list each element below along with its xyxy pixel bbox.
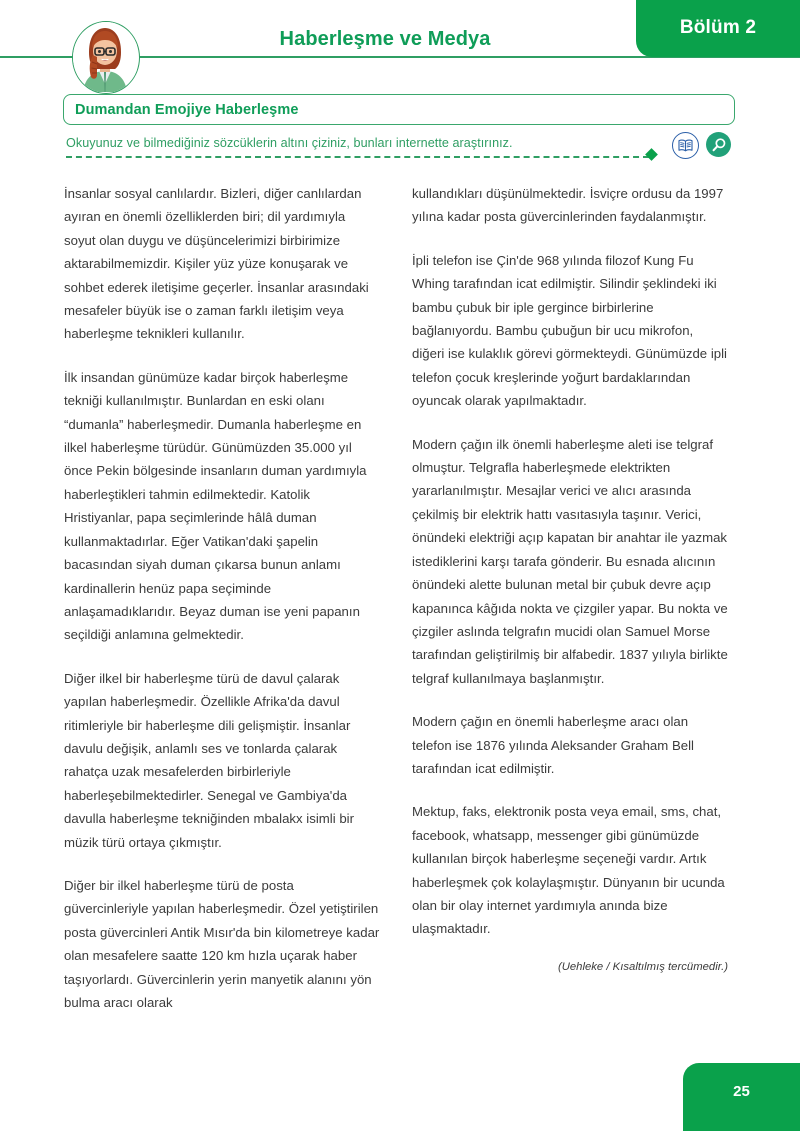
page-number-tab [683, 1063, 800, 1131]
paragraph: Modern çağın en önemli haberleşme aracı olan telefon ise 1876 yılında Aleksander Graham Bell tarafından icat edilmiştir. [412, 714, 694, 776]
page-number: 25 [733, 1083, 750, 1100]
page-header [0, 0, 800, 92]
section-title-box [63, 94, 735, 125]
paragraph: kullandıkları düşünülmektedir. İsviçre ordusu da 1997 yılına kadar posta güvercinlerinden faydalanmıştır. [412, 186, 724, 225]
page-title: Haberleşme ve Medya [279, 28, 491, 50]
paragraph: Mektup, faks, elektronik posta veya email, sms, chat, facebook, whatsapp, messenger gibi günümüzde kullanılan birçok haberleşme seçeneği vardır. Artık haberleşmek çok kolaylaşmıştır. Dünyanın bir ucunda olan bir olay internet yardımıyla anında bize ulaşmaktadır. [412, 804, 725, 937]
paragraph: İnsanlar sosyal canlılardır. Bizleri, diğer canlılardan ayıran en önemli özelliklerden biri; dil yardımıyla soyut olan duygu ve düşüncelerimizi birbirimize aktarabilmemizdir. Kişiler yüz yüze konuşarak ve sohbet ederek iletişime geçerler. İnsanlar arasındaki mesafeler büyük ise o zaman farklı iletişim veya haberleşme teknikleri kullanılır. [64, 186, 369, 342]
section-title: Dumandan Emojiye Haberleşme [75, 101, 299, 118]
instruction-row [66, 136, 738, 166]
magnifier-search-icon[interactable] [706, 132, 731, 157]
paragraph: İpli telefon ise Çin'de 968 yılında filozof Kung Fu Whing tarafından icat edilmiştir. Silindir şeklindeki iki bambu çubuk bir iple gergince birbirlerine bağlanıyordu. Bambu çubuğun bir ucu mikrofon, diğeri ise kulaklık görevi görmekteydi. Günümüzde ipli telefon çocuk kreşlerinde yoğurt bardaklarından oyuncak olarak yapılmaktadır. [412, 252, 727, 409]
paragraph: Modern çağın ilk önemli haberleşme aleti ise telgraf olmuştur. Telgrafla haberleşmede elektrikten yararlanılmıştır. Mesajlar verici ve alıcı arasında çekilmiş bir elektrik hattı vasıtasıyla taşınır. Verici, önündeki elektriği açıp kapatan bir anahtar ile yazmak istediklerini karşı tarafa gönderir. Bu esnada alıcının önündeki alette bulunan metal bir çubuk devre açıp kapanınca kâğıda nokta ve çizgiler yapar. Bu nokta ve çizgiler aslında telgrafın mucidi olan Samuel Morse tarafından geliştirilmiş bir alfabedir. 1837 yılıyla birlikte telgraf kullanılmaya başlanmıştır. [412, 436, 728, 686]
paragraph: Diğer bir ilkel haberleşme türü de posta güvercinleriyle yapılan haberleşmedir. Özel yetiştirilen posta güvercinleri Antik Mısır'da bin kilometreye kadar olan mesafelere saatte 120 km hızla uçarak haber taşıyorlardı. Güvercinlerin yerin manyetik alanını yön bulma aracı olarak [64, 877, 380, 1010]
instruction-dashed-rule [66, 156, 649, 158]
instruction-text: Okuyunuz ve bilmediğiniz sözcüklerin altını çiziniz, bunları internette araştırınız. [66, 136, 513, 150]
paragraph: Diğer ilkel bir haberleşme türü de davul çalarak yapılan haberleşmedir. Özellikle Afrika'da davul ritimleriyle bir haberleşme dili gelişmiştir. İnsanlar davulu değişik, anlamlı ses ve tonlarda çalarak rahatça uzak mesafelerden birbirleriyle haberleşebilmektedirler. Senegal ve Gambiya'da davulla haberleşme tekniğinden mbalakx isimli bir müzik türü ortaya çıkmıştır. [64, 670, 355, 850]
chapter-tab [636, 0, 800, 57]
paragraph: İlk insandan günümüze kadar birçok haberleşme tekniği kullanılmıştır. Bunlardan en eski olanı “dumanla” haberleşmedir. Dumanla haberleşme en ilkel haberleşme türüdür. Günümüzden 35.000 yıl önce Pekin bölgesinde insanların duman yardımıyla haberleştikleri tahmin edilmektedir. Katolik Hristiyanlar, papa seçimlerinde hâlâ duman kullanmaktadırlar. Eğer Vatikan'daki şapelin bacasından siyah duman çıkarsa bunun anlamı kardinallerin henüz papa seçiminde anlaşamadıklarıdır. Beyaz duman ise yeni papanın seçildiği anlamına gelmektedir. [64, 369, 367, 643]
left-column [64, 182, 380, 1034]
student-avatar-icon [72, 21, 140, 94]
dictionary-book-icon[interactable] [672, 132, 699, 159]
chapter-label: Bölüm 2 [679, 17, 757, 38]
dashed-rule-diamond-marker [645, 148, 658, 161]
right-column [412, 182, 728, 973]
source-attribution: (Uehleke / Kısaltılmış tercümedir.) [557, 960, 728, 973]
article-body [64, 182, 736, 1012]
